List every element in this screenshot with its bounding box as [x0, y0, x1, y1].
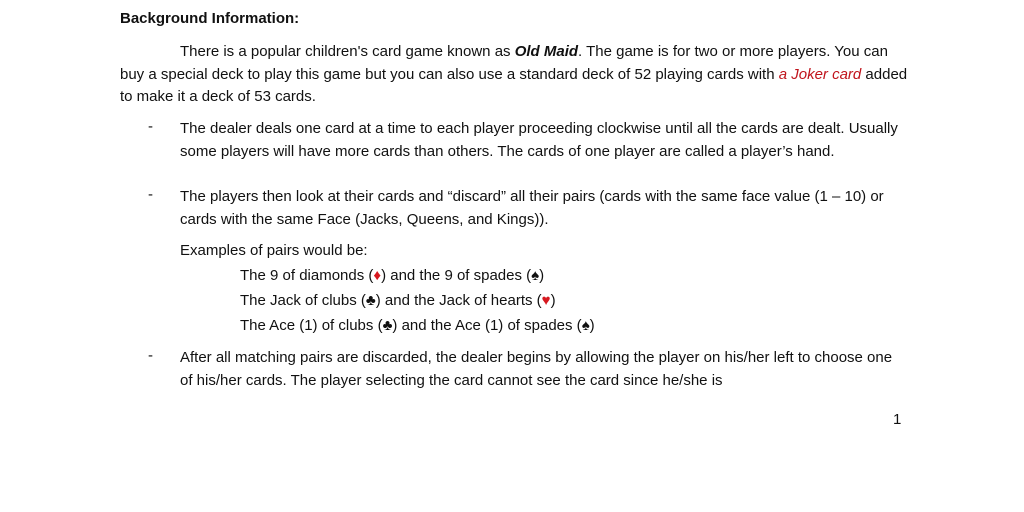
joker-card-text: a Joker card	[778, 65, 862, 83]
bullet-text: The players then look at their cards and “discard” all their pairs (cards with the same face value (1 – 10) or cards with the same Face (Jacks, Queens, and Kings)).	[180, 188, 884, 228]
example-text: )	[539, 267, 545, 284]
example-pair	[240, 290, 556, 312]
example-text: The Ace (1) of clubs (	[240, 317, 383, 334]
club-icon: ♣	[365, 292, 376, 309]
spade-icon: ♠	[531, 267, 540, 284]
bullet-dash: -	[148, 347, 153, 364]
example-text: )	[589, 317, 595, 334]
intro-indent	[120, 43, 180, 60]
examples-label: Examples of pairs would be:	[180, 242, 368, 259]
diamond-icon: ♦	[373, 267, 382, 284]
example-text: )	[550, 292, 556, 309]
bullet-text: The dealer deals one card at a time to each player proceeding clockwise until all the cards are dealt. Usually some players will have more cards than others. The cards of one player are called a player’s hand.	[180, 120, 898, 160]
example-text: ) and the 9 of spades (	[381, 267, 532, 284]
example-text: The Jack of clubs (	[240, 292, 366, 309]
example-pair	[240, 315, 595, 337]
bullet-dash: -	[148, 186, 153, 203]
club-icon: ♣	[382, 317, 393, 334]
intro-paragraph	[120, 41, 910, 109]
section-heading: Background Information:	[120, 10, 300, 27]
example-text: ) and the Ace (1) of spades (	[392, 317, 582, 334]
game-name: Old Maid	[514, 43, 579, 60]
heart-icon: ♥	[541, 292, 551, 309]
intro-text-3: added to make it a deck of 53 cards.	[120, 65, 908, 105]
bullet-dash: -	[148, 118, 153, 135]
example-pair	[240, 265, 544, 287]
example-text: The 9 of diamonds (	[240, 267, 374, 284]
example-text: ) and the Jack of hearts (	[375, 292, 542, 309]
spade-icon: ♠	[581, 317, 590, 334]
intro-text-1: There is a popular children's card game known as	[180, 43, 515, 60]
page-number: 1	[893, 411, 902, 428]
intro-text-2: . The game is for two or more players. You can buy a special deck to play this game but you can also use a standard deck of 52 playing cards with	[120, 43, 888, 83]
bullet-text: After all matching pairs are discarded, the dealer begins by allowing the player on his/her left to choose one of his/her cards. The player selecting the card cannot see the card since he/she is	[180, 349, 893, 389]
